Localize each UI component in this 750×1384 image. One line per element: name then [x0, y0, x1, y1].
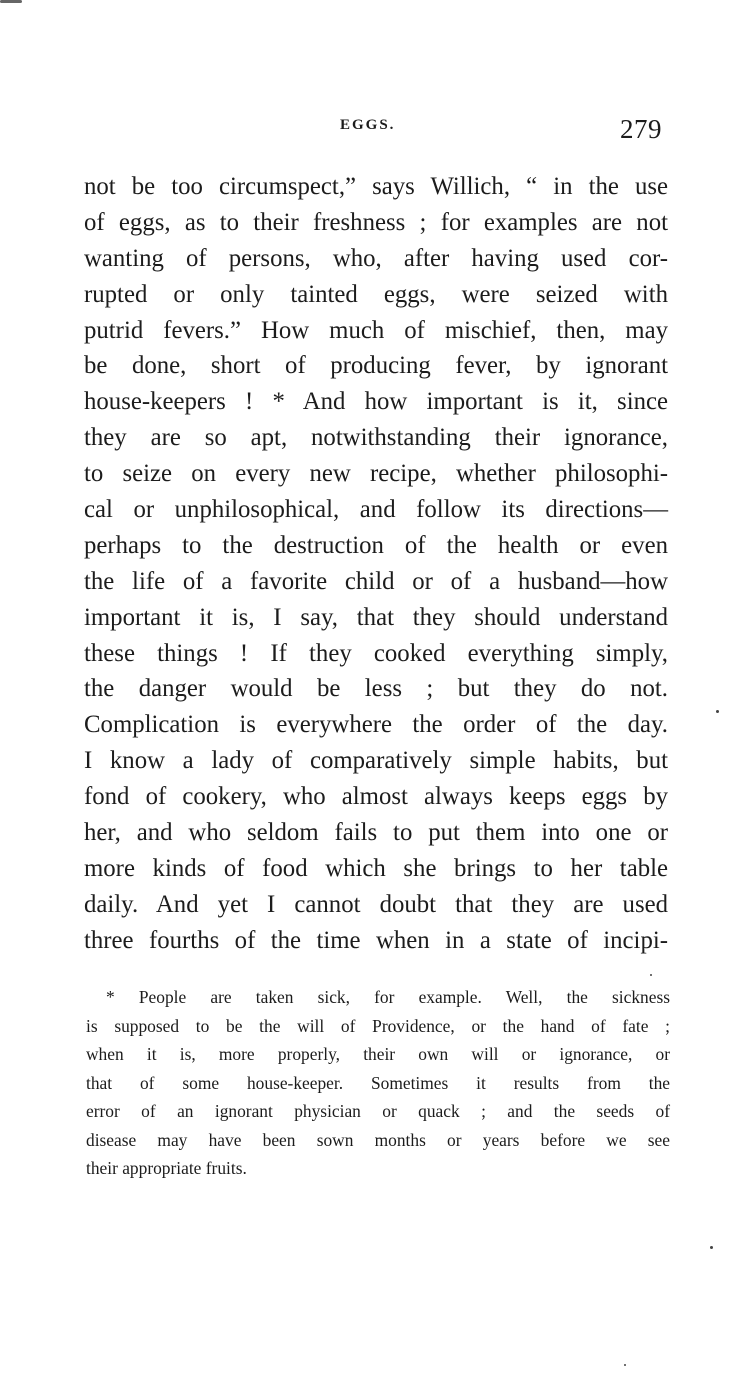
body-line: the danger would be less ; but they do not.: [84, 675, 668, 703]
scan-speck: [0, 0, 22, 3]
footnote-line: that of some house-keeper. Sometimes it results from the: [86, 1072, 670, 1093]
body-line: three fourths of the time when in a state of incipi-: [84, 926, 668, 954]
body-line: cal or unphilosophical, and follow its directions—: [84, 496, 668, 524]
body-line: house-keepers ! * And how important is it, since: [84, 388, 668, 416]
running-header: EGGS.: [340, 117, 396, 133]
scan-speck: [650, 974, 652, 976]
footnote-line: when it is, more properly, their own will or ignorance, or: [86, 1044, 670, 1064]
body-line: wanting of persons, who, after having used cor-: [84, 244, 668, 272]
body-line: perhaps to the destruction of the health or even: [84, 531, 668, 559]
scan-speck: [624, 1364, 626, 1366]
page-number: 279: [620, 114, 662, 144]
body-line: not be too circumspect,” says Willich, “ in the use: [84, 173, 668, 200]
scan-speck: [710, 1246, 713, 1249]
body-line: more kinds of food which she brings to her table: [84, 854, 668, 882]
body-line: be done, short of producing fever, by ignorant: [84, 352, 668, 380]
footnote-line: their appropriate fruits.: [86, 1158, 247, 1178]
body-line: of eggs, as to their freshness ; for examples are not: [84, 208, 668, 236]
footnote-line: is supposed to be the will of Providence, or the hand of fate ;: [86, 1015, 670, 1036]
footnote-line: disease may have been sown months or years before we see: [86, 1129, 670, 1150]
body-text: [84, 169, 668, 959]
scan-speck: [716, 710, 719, 713]
footnote-line: * People are taken sick, for example. Well, the sickness: [106, 987, 670, 1007]
body-line: daily. And yet I cannot doubt that they are used: [84, 890, 668, 918]
body-line: rupted or only tainted eggs, were seized with: [84, 280, 668, 308]
body-line: they are so apt, notwithstanding their ignorance,: [84, 424, 668, 452]
body-line: these things ! If they cooked everything simply,: [84, 639, 668, 667]
footnote: [86, 983, 670, 1183]
body-line: putrid fevers.” How much of mischief, then, may: [84, 316, 668, 344]
body-line: important it is, I say, that they should understand: [84, 603, 668, 631]
body-line: I know a lady of comparatively simple habits, but: [84, 747, 668, 775]
body-line: to seize on every new recipe, whether philosophi-: [84, 460, 668, 488]
footnote-line: error of an ignorant physician or quack ; and the seeds of: [86, 1101, 670, 1121]
body-line: Complication is everywhere the order of the day.: [84, 711, 668, 739]
body-line: the life of a favorite child or of a husband—how: [84, 567, 668, 595]
body-line: fond of cookery, who almost always keeps eggs by: [84, 783, 668, 811]
body-line: her, and who seldom fails to put them into one or: [84, 819, 668, 847]
